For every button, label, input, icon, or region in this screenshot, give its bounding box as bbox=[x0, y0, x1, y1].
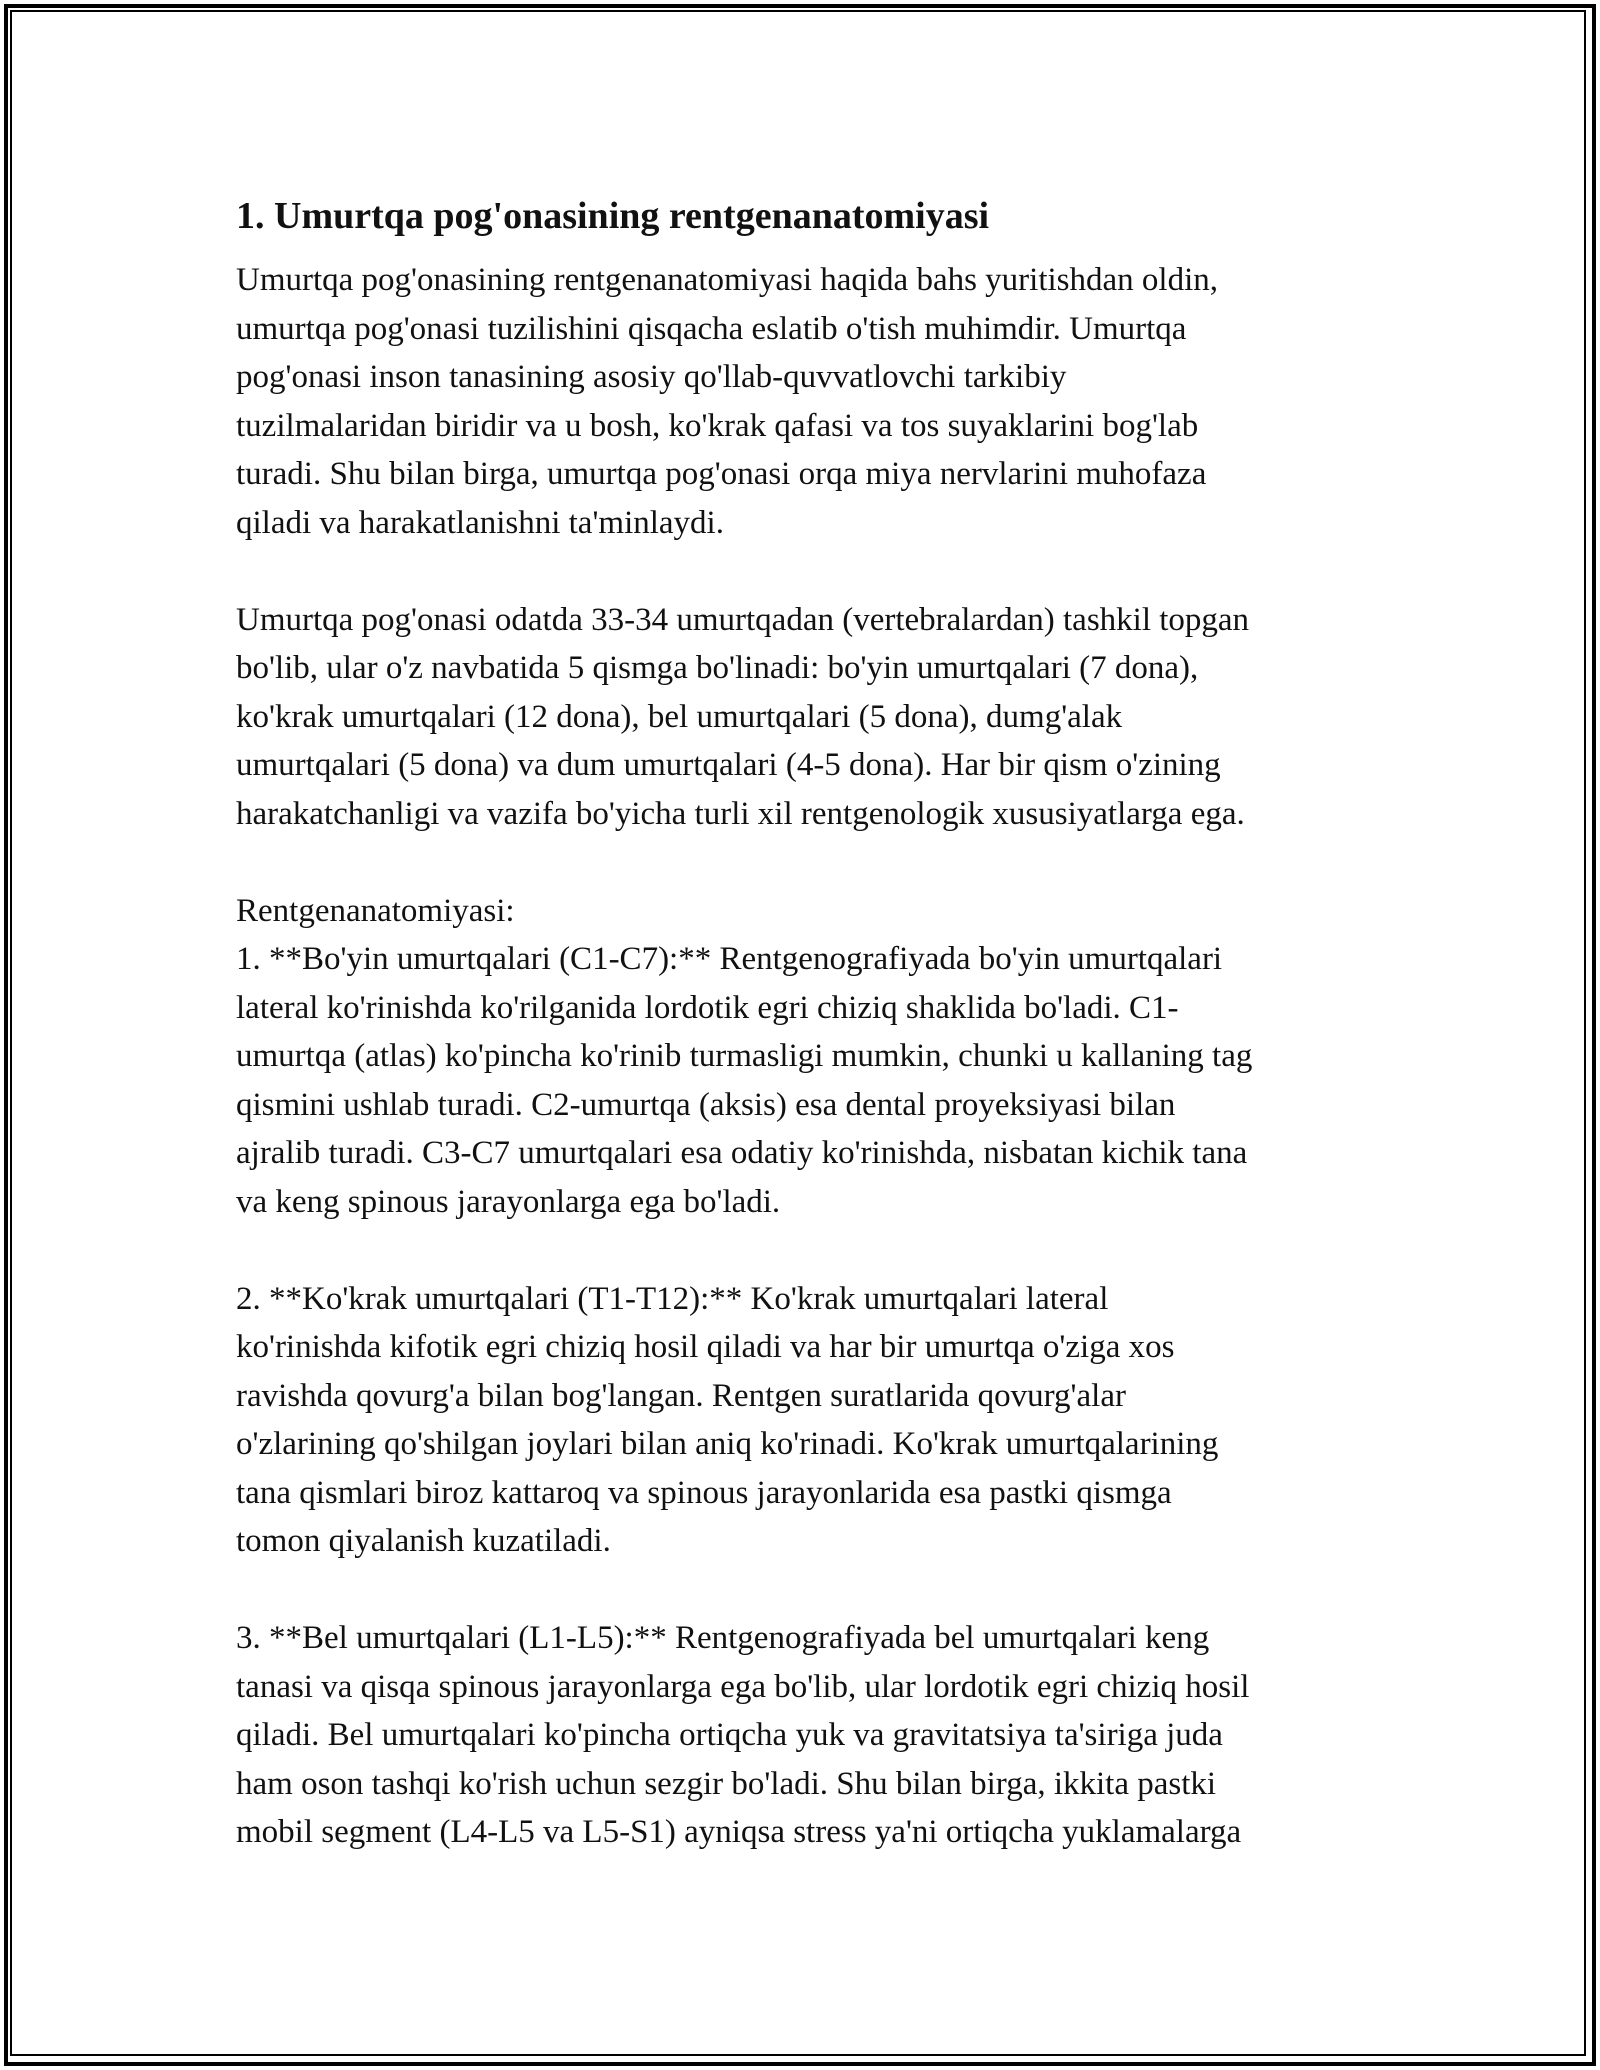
paragraph-lumbar: 3. **Bel umurtqalari (L1-L5):** Rentgenografiyada bel umurtqalari keng tanasi va qisqa spinous jarayonlarga ega bo'lib, ular lordotik egri chiziq hosil qiladi. Bel umurtqalari ko'pincha ortiqcha yuk va gravitatsiya ta'siriga juda ham oson tashqi ko'rish uchun sezgir bo'ladi. Shu bilan birga, ikkita pastki mobil segment (L4-L5 va L5-S1) ayniqsa stress ya'ni ortiqcha yuklamalarga bbox=[236, 1620, 1250, 1850]
paragraph-gap bbox=[236, 1566, 1372, 1615]
document-body bbox=[236, 188, 1372, 1857]
document-title: 1. Umurtqa pog'onasining rentgenanatomiyasi bbox=[236, 195, 990, 237]
paragraph-gap bbox=[236, 547, 1372, 596]
paragraph-cervical: Rentgenanatomiyasi: 1. **Bo'yin umurtqalari (C1-C7):** Rentgenografiyada bo'yin umurtqalari lateral ko'rinishda ko'rilganida lordotik egri chiziq shaklida bo'ladi. C1- umurtqa (atlas) ko'pincha ko'rinib turmasligi mumkin, chunki u kallaning tag qismini ushlab turadi. C2-umurtqa (aksis) esa dental proyeksiyasi bilan ajralib turadi. C3-C7 umurtqalari esa odatiy ko'rinishda, nisbatan kichik tana va keng spinous jarayonlarga ega bo'ladi. bbox=[236, 892, 1253, 1220]
paragraph-gap bbox=[236, 838, 1372, 887]
paragraph-thoracic: 2. **Ko'krak umurtqalari (T1-T12):** Ko'krak umurtqalari lateral ko'rinishda kifotik egri chiziq hosil qiladi va har bir umurtqa o'ziga xos ravishda qovurg'a bilan bog'langan. Rentgen suratlarida qovurg'alar o'zlarining qo'shilgan joylari bilan aniq ko'rinadi. Ko'krak umurtqalarining tana qismlari biroz kattaroq va spinous jarayonlarida esa pastki qismga tomon qiyalanish kuzatiladi. bbox=[236, 1280, 1219, 1559]
paragraph-intro: Umurtqa pog'onasining rentgenanatomiyasi haqida bahs yuritishdan oldin, umurtqa pog'onasi tuzilishini qisqacha eslatib o'tish muhimdir. Umurtqa pog'onasi inson tanasining asosiy qo'llab-quvvatlovchi tarkibiy tuzilmalaridan biridir va u bosh, ko'krak qafasi va tos suyaklarini bog'lab turadi. Shu bilan birga, umurtqa pog'onasi orqa miya nervlarini muhofaza qiladi va harakatlanishni ta'minlaydi. bbox=[236, 262, 1219, 541]
paragraph-gap bbox=[236, 1226, 1372, 1275]
paragraph-structure: Umurtqa pog'onasi odatda 33-34 umurtqadan (vertebralardan) tashkil topgan bo'lib, ular o'z navbatida 5 qismga bo'linadi: bo'yin umurtqalari (7 dona), ko'krak umurtqalari (12 dona), bel umurtqalari (5 dona), dumg'alak umurtqalari (5 dona) va dum umurtqalari (4-5 dona). Har bir qism o'zining harakatchanligi va vazifa bo'yicha turli xil rentgenologik xususiyatlarga ega. bbox=[236, 601, 1250, 832]
